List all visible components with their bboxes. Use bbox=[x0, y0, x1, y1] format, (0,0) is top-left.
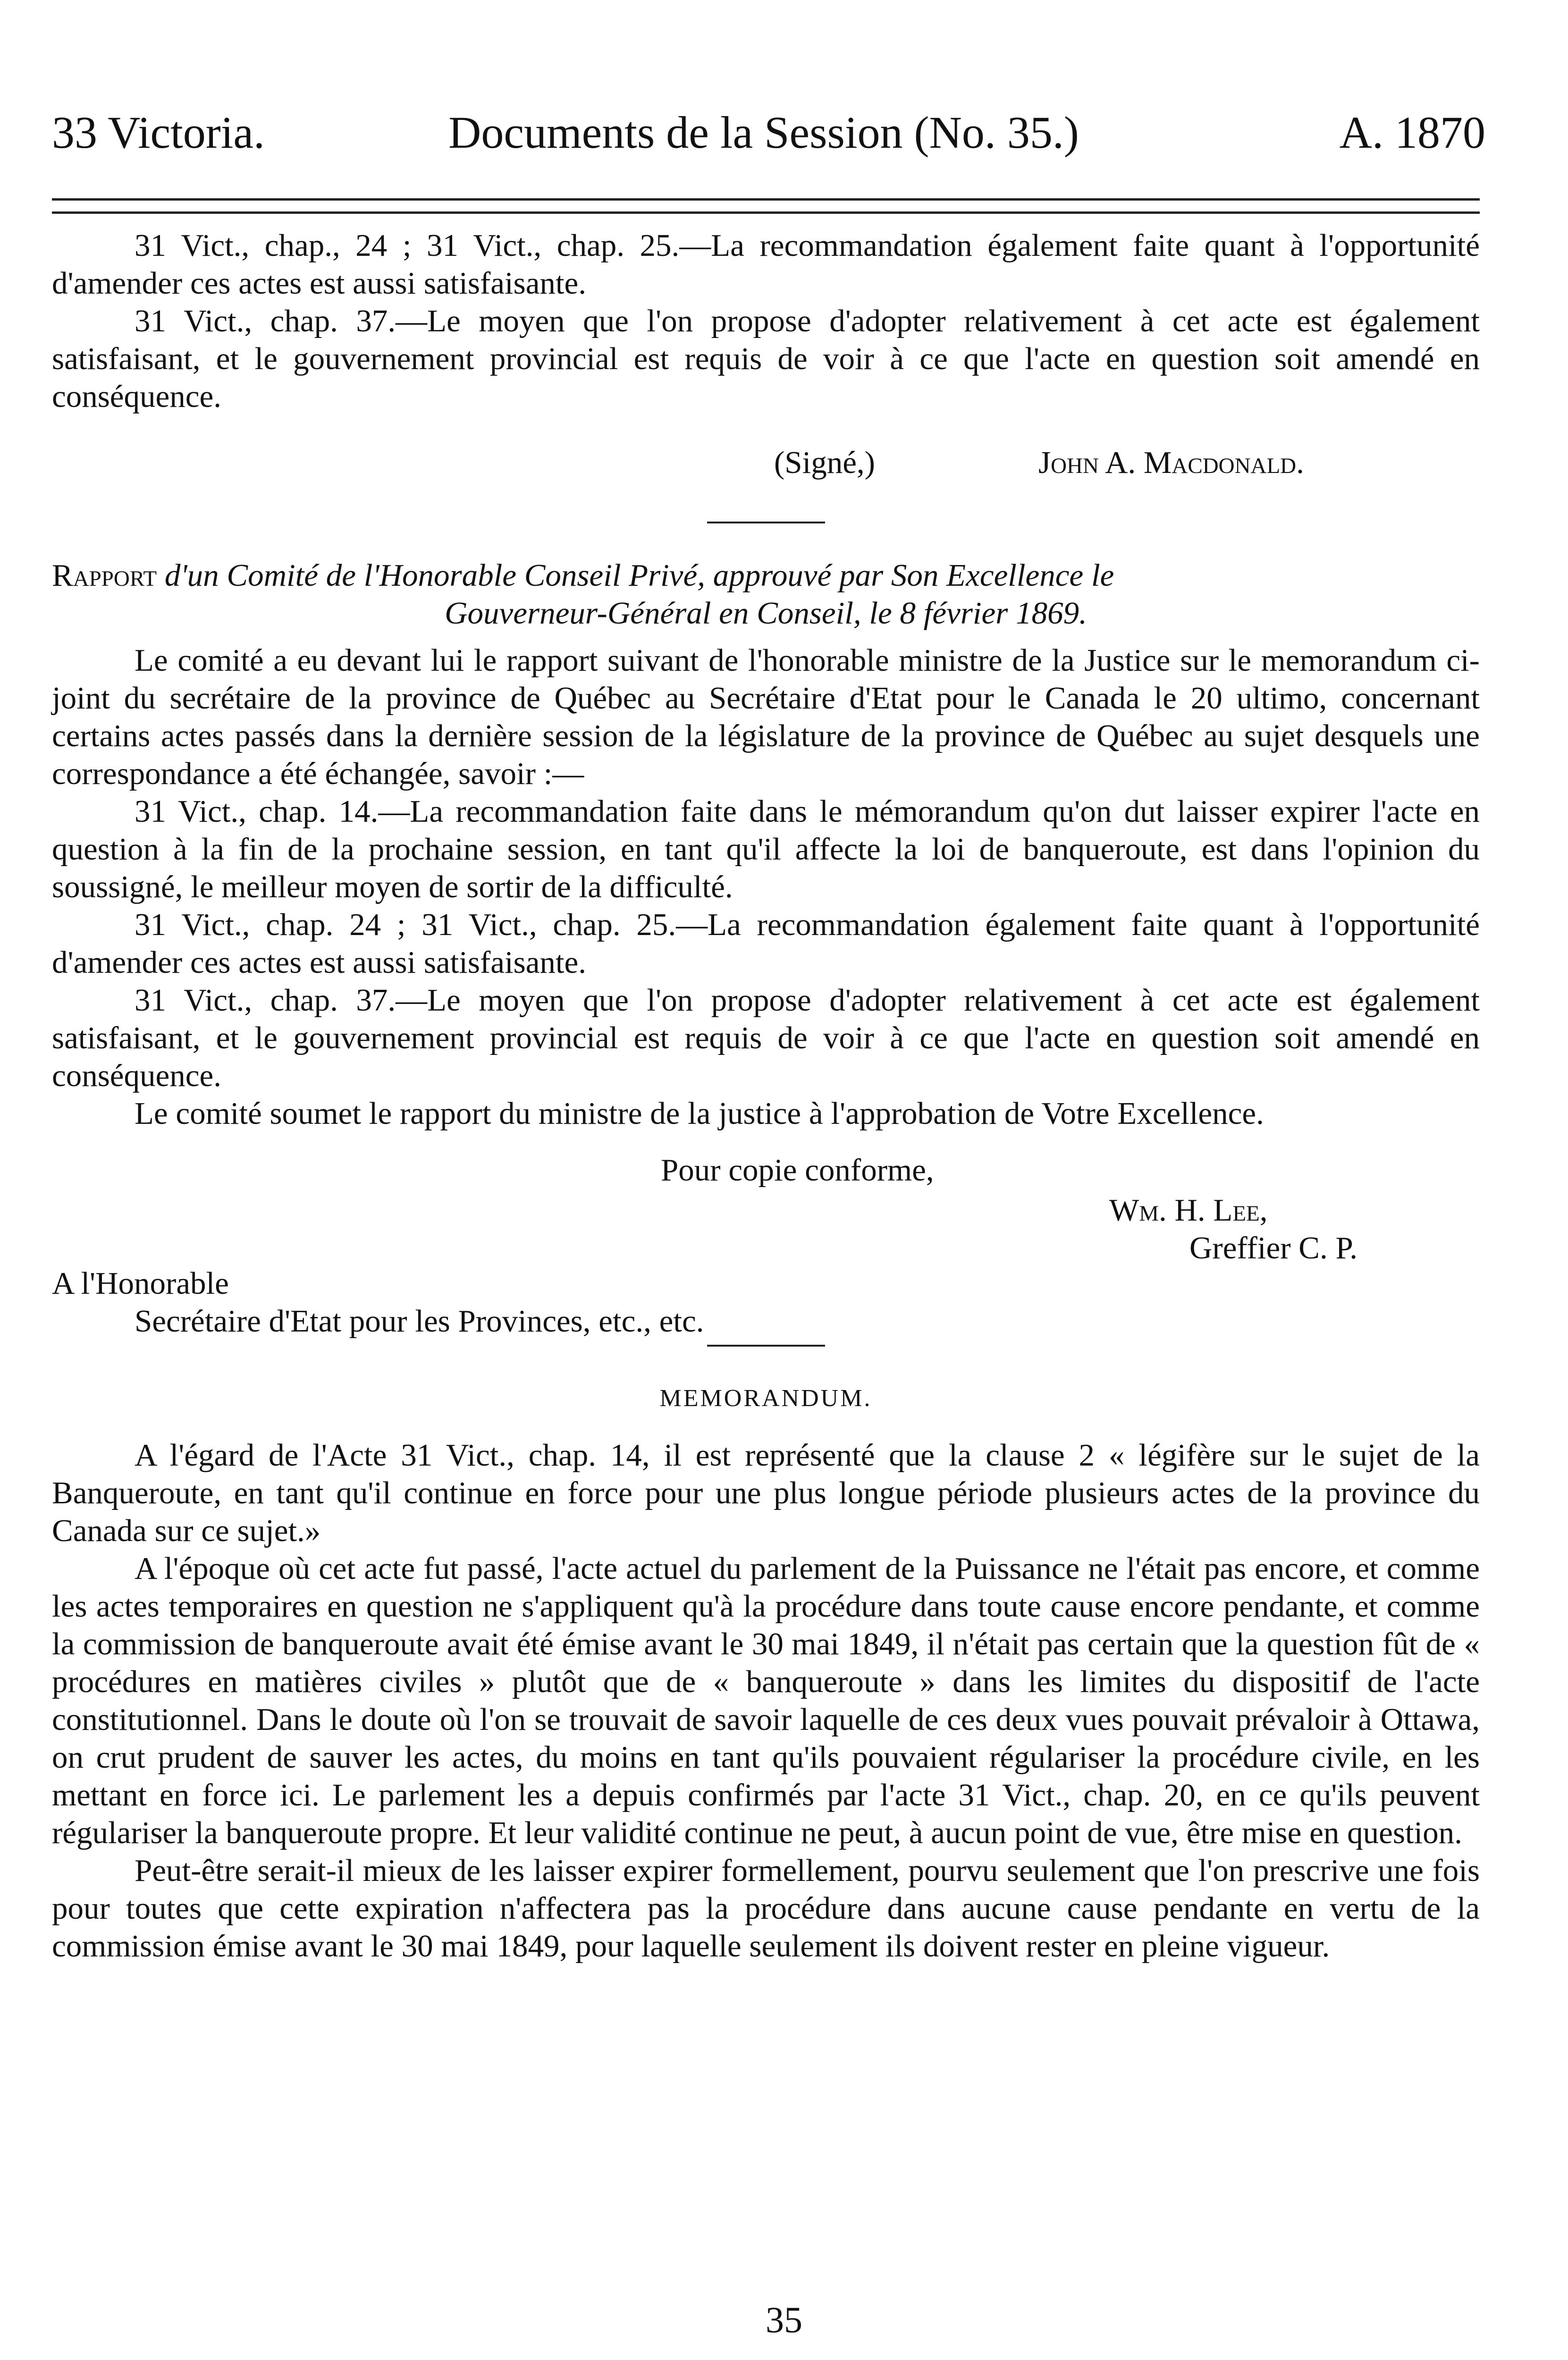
paragraph: 31 Vict., chap. 24 ; 31 Vict., chap. 25.—La recommandation également faite quant à l'opportunité d'amender ces actes est aussi satisfaisante. bbox=[52, 907, 1480, 980]
header-rule-bottom bbox=[52, 211, 1480, 214]
paragraph: 31 Vict., chap., 24 ; 31 Vict., chap. 25.—La recommandation également faite quant à l'opportunité d'amender ces actes est aussi satisfaisante. bbox=[52, 228, 1480, 301]
rapport-lead: Rapport bbox=[52, 558, 157, 593]
signer-title: Greffier C. P. bbox=[1189, 1231, 1358, 1265]
paragraph: 31 Vict., chap. 37.—Le moyen que l'on propose d'adopter relativement à cet acte est également satisfaisant, et le gouvernement provincial est requis de voir à ce que l'acte en question soit amendé en conséquence. bbox=[52, 983, 1480, 1093]
signer: Wm. H. Lee, bbox=[1109, 1193, 1268, 1228]
rapport-title: d'un Comité de l'Honorable Conseil Privé, approuvé par Son Excellence le bbox=[164, 558, 1114, 593]
paragraph: Le comité a eu devant lui le rapport suivant de l'honorable ministre de la Justice sur le memorandum ci-joint du secrétaire de la province de Québec au Secrétaire d'Etat pour le Canada le 20 ultimo, concernant certains actes passés dans la dernière session de la législature de la province de Québec au sujet desquels une correspondance a été échangée, savoir :— bbox=[52, 643, 1480, 791]
header-center: Documents de la Session (No. 35.) bbox=[448, 107, 1079, 158]
page-number: 35 bbox=[766, 2299, 802, 2340]
running-header bbox=[0, 106, 1568, 177]
section-separator bbox=[707, 1345, 825, 1347]
header-rule-top bbox=[52, 198, 1480, 201]
addressee-line-2: Secrétaire d'Etat pour les Provinces, etc., etc. bbox=[135, 1304, 704, 1339]
page-body bbox=[52, 227, 1480, 1965]
certification-block bbox=[52, 1151, 1480, 1339]
paragraph: A l'égard de l'Acte 31 Vict., chap. 14, il est représenté que la clause 2 « légifère sur le sujet de la Banqueroute, en tant qu'il continue en force pour une plus longue période plusieurs actes de la province du Canada sur ce sujet.» bbox=[52, 1438, 1480, 1548]
signer-name: John A. Macdonald. bbox=[1038, 445, 1304, 480]
rapport-heading-second-line: Gouverneur-Général en Conseil, le 8 février 1869. bbox=[445, 596, 1087, 631]
paragraph: A l'époque où cet acte fut passé, l'acte actuel du parlement de la Puissance ne l'était pas encore, et comme les actes temporaires en question ne s'appliquent qu'à la procédure dans toute cause encore pendante, et comme la commission de banqueroute avait été émise avant le 30 mai 1849, il n'était pas certain que la question fût de « procédures en matières civiles » plutôt que de « banqueroute » dans les limites du dispositif de l'acte constitutionnel. Dans le doute où l'on se trouvait de savoir laquelle de ces deux vues pouvait prévaloir à Ottawa, on crut prudent de sauver les actes, du moins en tant qu'ils pouvaient régulariser la procédure civile, en les mettant en force ici. Le parlement les a depuis confirmés par l'acte 31 Vict., chap. 20, en ce qu'ils peuvent régulariser la banqueroute propre. Et leur validité continue ne peut, à aucun point de vue, être mise en question. bbox=[52, 1551, 1480, 1850]
paragraph: 31 Vict., chap. 37.—Le moyen que l'on propose d'adopter relativement à cet acte est également satisfaisant, et le gouvernement provincial est requis de voir à ce que l'acte en question soit amendé en conséquence. bbox=[52, 303, 1480, 414]
addressee-line-1: A l'Honorable bbox=[52, 1266, 229, 1301]
pour-copie-conforme: Pour copie conforme, bbox=[661, 1153, 934, 1188]
signature-row bbox=[52, 434, 1480, 489]
signed-label: (Signé,) bbox=[774, 445, 875, 480]
rapport-heading bbox=[52, 556, 1480, 594]
section-separator bbox=[707, 522, 825, 523]
memorandum-title: MEMORANDUM. bbox=[659, 1385, 872, 1412]
paragraph: 31 Vict., chap. 14.—La recommandation faite dans le mémorandum qu'on dut laisser expirer l'acte en question à la fin de la prochaine session, en tant qu'il affecte la loi de banqueroute, est dans l'opinion du soussigné, le meilleur moyen de sortir de la difficulté. bbox=[52, 794, 1480, 904]
paragraph: Le comité soumet le rapport du ministre de la justice à l'approbation de Votre Excellence. bbox=[135, 1096, 1264, 1131]
header-left: 33 Victoria. bbox=[52, 107, 265, 158]
header-right: A. 1870 bbox=[1339, 107, 1485, 158]
paragraph: Peut-être serait-il mieux de les laisser expirer formellement, pourvu seulement que l'on prescrive une fois pour toutes que cette expiration n'affectera pas la procédure dans aucune cause pendante en vertu de la commission émise avant le 30 mai 1849, pour laquelle seulement ils doivent rester en pleine vigueur. bbox=[52, 1853, 1480, 1964]
